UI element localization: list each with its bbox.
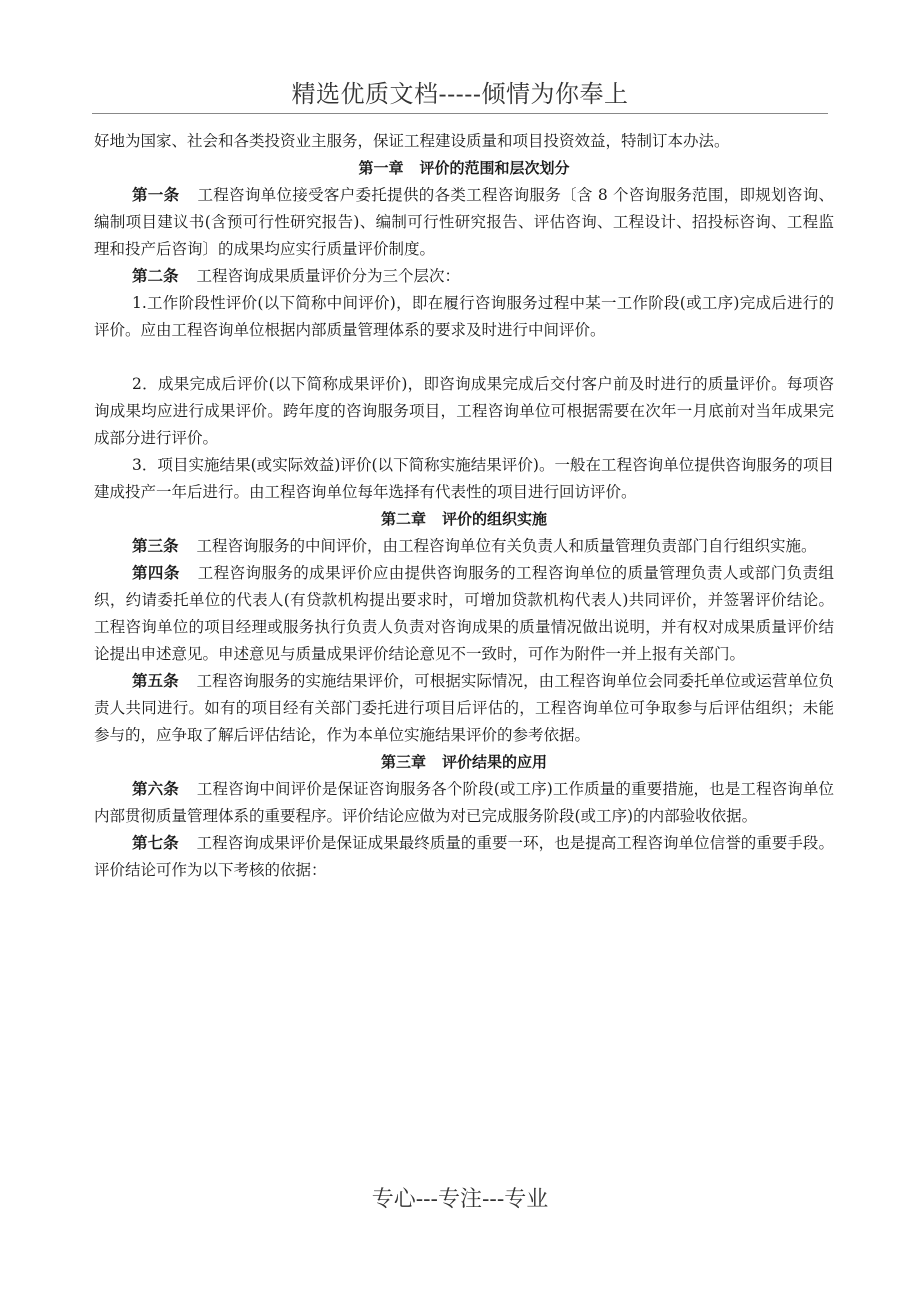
article-number: 第二条	[132, 267, 179, 285]
list-item-3: 3．项目实施结果(或实际效益)评价(以下简称实施结果评价)。一般在工程咨询单位提供咨询服务的项目建成投产一年后进行。由工程咨询单位每年选择有代表性的项目进行回访评价。	[94, 456, 834, 501]
page-header: 精选优质文档-----倾情为你奉上	[92, 74, 828, 114]
chapter-number: 第三章	[380, 753, 426, 771]
article-1	[94, 182, 834, 263]
article-text: 工程咨询服务的中间评价，由工程咨询单位有关负责人和质量管理负责部门自行组织实施。	[196, 537, 817, 555]
article-6	[94, 776, 834, 830]
article-text: 工程咨询成果质量评价分为三个层次：	[196, 267, 461, 285]
article-5	[94, 668, 834, 749]
article-number: 第七条	[132, 834, 179, 852]
article-7	[94, 830, 834, 884]
article-number: 第六条	[132, 780, 179, 798]
chapter-title: 评价的范围和层次划分	[419, 159, 570, 177]
article-3	[94, 533, 834, 560]
article-text: 工程咨询单位接受客户委托提供的各类工程咨询服务〔含 8 个咨询服务范围，即规划咨询、编制项目建议书(含预可行性研究报告)、编制可行性研究报告、评估咨询、工程设计、招投标咨询、工程监理和投产后咨询〕的成果均应实行质量评价制度。	[94, 186, 834, 258]
spacer	[94, 344, 834, 371]
article-text: 工程咨询服务的成果评价应由提供咨询服务的工程咨询单位的质量管理负责人或部门负责组织，约请委托单位的代表人(有贷款机构提出要求时，可增加贷款机构代表人)共同评价，并签署评价结论。工程咨询单位的项目经理或服务执行负责人负责对咨询成果的质量情况做出说明，并有权对成果质量评价结论提出申述意见。申述意见与质量成果评价结论意见不一致时，可作为附件一并上报有关部门。	[94, 564, 834, 663]
article-text: 工程咨询中间评价是保证咨询服务各个阶段(或工序)工作质量的重要措施，也是工程咨询单位内部贯彻质量管理体系的重要程序。评价结论应做为对已完成服务阶段(或工序)的内部验收依据。	[94, 780, 834, 825]
article-text: 工程咨询服务的实施结果评价，可根据实际情况，由工程咨询单位会同委托单位或运营单位负责人共同进行。如有的项目经有关部门委托进行项目后评估的，工程咨询单位可争取参与后评估组织；未能参与的，应争取了解后评估结论，作为本单位实施结果评价的参考依据。	[94, 672, 834, 744]
chapter-number: 第二章	[380, 510, 426, 528]
intro-paragraph: 好地为国家、社会和各类投资业主服务，保证工程建设质量和项目投资效益，特制订本办法。	[94, 132, 730, 150]
article-number: 第三条	[132, 537, 179, 555]
article-number: 第一条	[132, 186, 180, 204]
chapter-heading-3	[94, 749, 834, 776]
chapter-heading-2	[94, 506, 834, 533]
list-item-2: 2．成果完成后评价(以下简称成果评价)，即咨询成果完成后交付客户前及时进行的质量评价。每项咨询成果均应进行成果评价。跨年度的咨询服务项目，工程咨询单位可根据需要在次年一月底前对当年成果完成部分进行评价。	[94, 375, 834, 447]
article-4	[94, 560, 834, 668]
chapter-heading-1	[94, 155, 834, 182]
article-text: 工程咨询成果评价是保证成果最终质量的重要一环，也是提高工程咨询单位信誉的重要手段。评价结论可作为以下考核的依据：	[94, 834, 834, 879]
chapter-number: 第一章	[358, 159, 404, 177]
article-2	[94, 263, 834, 290]
article-number: 第五条	[132, 672, 179, 690]
document-body	[94, 128, 834, 884]
chapter-title: 评价的组织实施	[442, 510, 548, 528]
page-footer: 专心---专注---专业	[371, 1187, 549, 1212]
chapter-title: 评价结果的应用	[442, 753, 548, 771]
list-item-1: 1.工作阶段性评价(以下简称中间评价)，即在履行咨询服务过程中某一工作阶段(或工序)完成后进行的评价。应由工程咨询单位根据内部质量管理体系的要求及时进行中间评价。	[94, 294, 834, 339]
article-number: 第四条	[132, 564, 180, 582]
